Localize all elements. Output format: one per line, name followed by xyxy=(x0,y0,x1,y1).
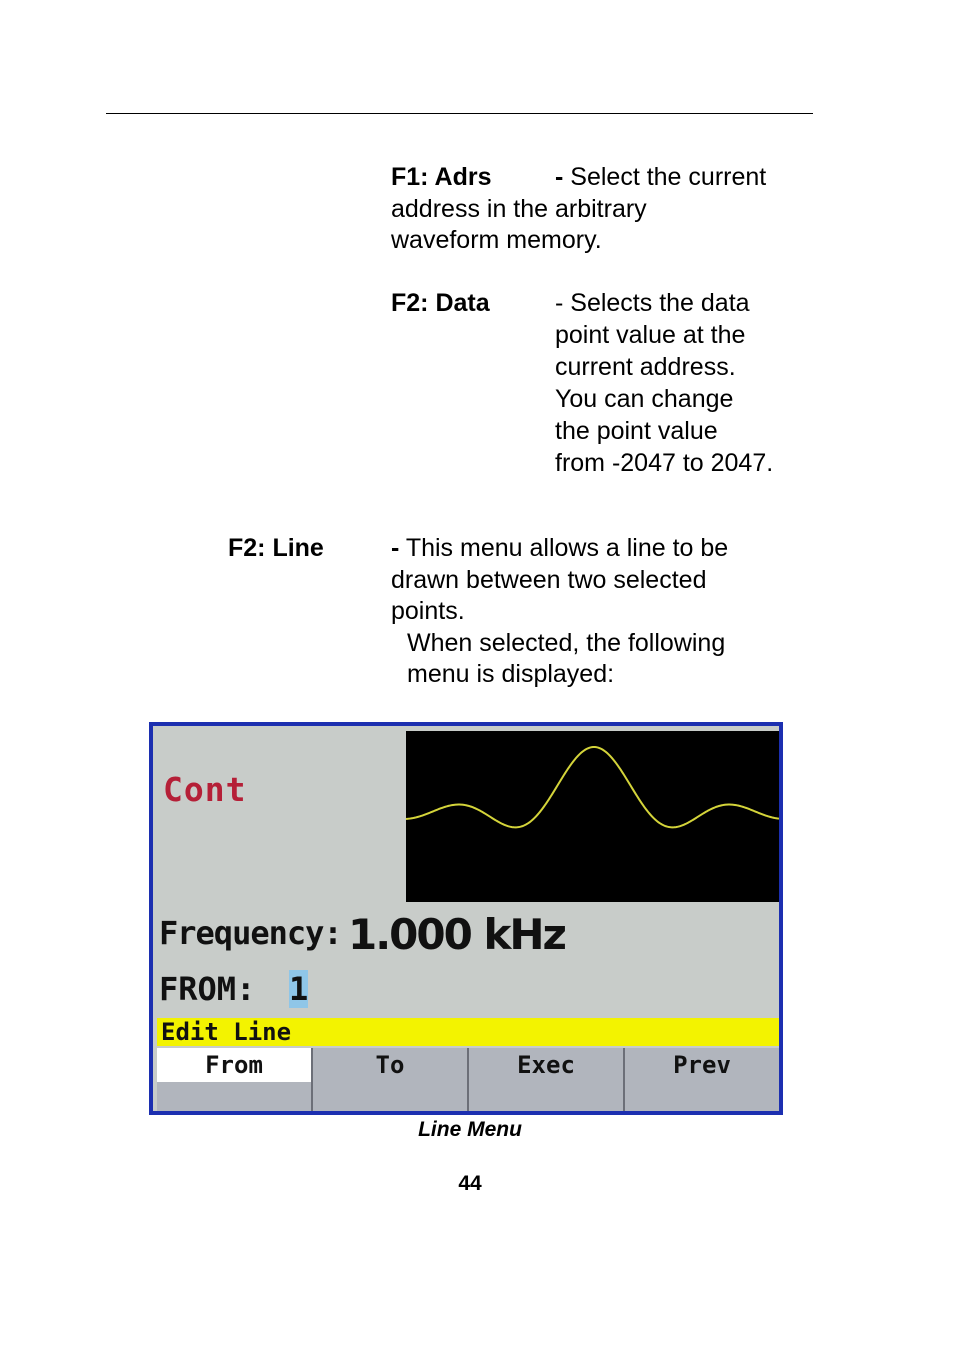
sinc-waveform-trace xyxy=(406,747,779,827)
f2-line-description-line2: drawn between two selected xyxy=(391,566,707,594)
softkey-to-label: To xyxy=(375,1051,405,1079)
instrument-screen xyxy=(149,722,783,1115)
softkey-prev[interactable] xyxy=(625,1048,779,1111)
softkey-from[interactable] xyxy=(157,1048,313,1111)
f2-data-line: the point value xyxy=(555,417,718,445)
f1-description-line2: address in the arbitrary xyxy=(391,195,647,223)
f2-line-description-line5: menu is displayed: xyxy=(407,660,615,688)
page-number: 44 xyxy=(458,1172,482,1195)
softkey-to[interactable] xyxy=(313,1048,469,1111)
frequency-value: 1.000 kHz xyxy=(348,910,565,959)
softkey-exec[interactable] xyxy=(469,1048,625,1111)
f2-data-line: You can change xyxy=(555,385,734,413)
f1-key-label: F1: Adrs xyxy=(391,163,492,191)
f2-line-key-label: F2: Line xyxy=(228,534,324,562)
f2-data-line: - Selects the data xyxy=(555,289,750,317)
f2-line-description xyxy=(391,533,728,565)
from-label: FROM: xyxy=(159,970,256,1008)
waveform-display xyxy=(406,731,779,902)
softkey-from-label: From xyxy=(157,1048,311,1082)
softkey-exec-label: Exec xyxy=(517,1051,575,1079)
f1-dash: - xyxy=(555,163,564,191)
menu-title-bar: Edit Line xyxy=(157,1018,779,1046)
f2-line-description-line4: When selected, the following xyxy=(407,629,726,657)
run-mode-label: Cont xyxy=(163,770,247,809)
waveform-svg xyxy=(406,731,779,902)
f2-line-dash: - xyxy=(391,534,400,562)
softkey-prev-label: Prev xyxy=(673,1051,731,1079)
f2-data-line: point value at the xyxy=(555,321,746,349)
f2-line-text: This menu allows a line to be xyxy=(405,534,729,562)
f1-description xyxy=(555,162,766,194)
header-rule xyxy=(106,113,813,114)
f2-data-line: current address. xyxy=(555,353,736,381)
from-value-cursor: 1 xyxy=(289,970,309,1008)
f1-text: Select the current xyxy=(570,163,767,191)
f2-line-description-line3: points. xyxy=(391,597,465,625)
f2-data-line: from -2047 to 2047. xyxy=(555,449,774,477)
figure-caption: Line Menu xyxy=(418,1118,522,1141)
f2-data-key-label: F2: Data xyxy=(391,289,490,317)
frequency-label: Frequency: xyxy=(159,914,342,952)
softkey-row xyxy=(157,1048,779,1111)
f1-description-line3: waveform memory. xyxy=(391,226,602,254)
